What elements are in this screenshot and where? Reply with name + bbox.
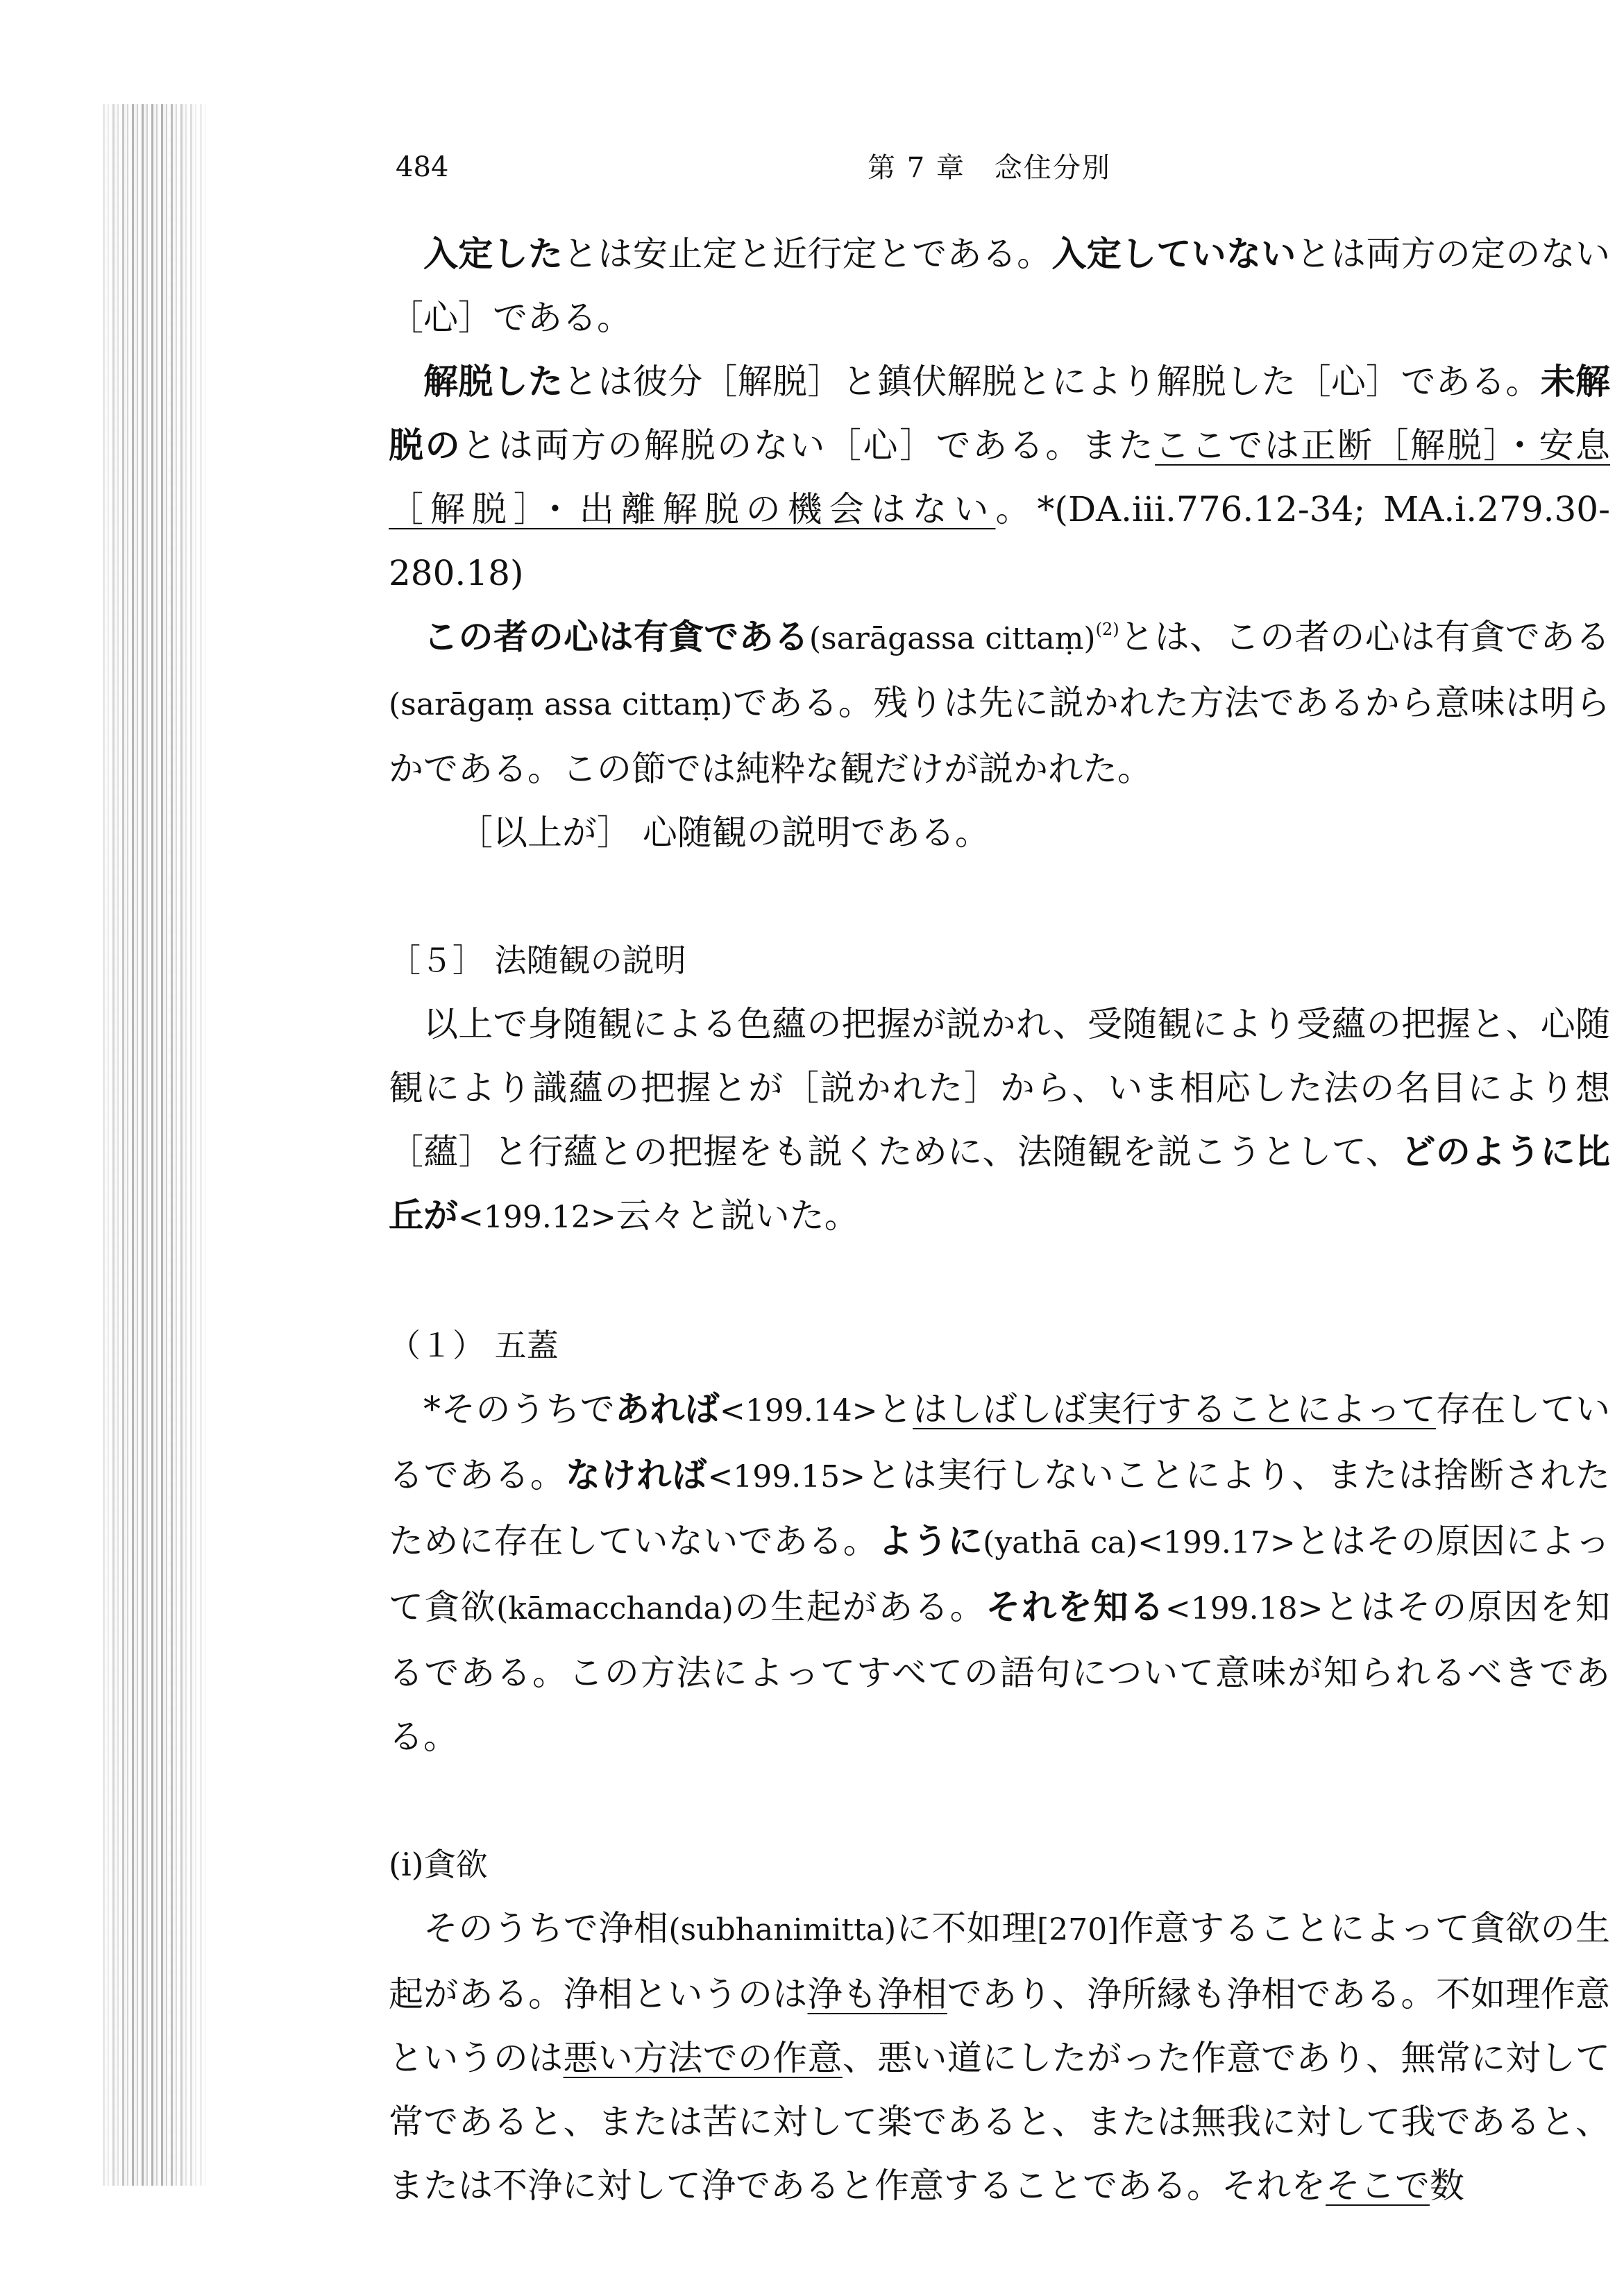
term: この者の心は有貪である — [423, 617, 809, 657]
page-number: 484 — [396, 151, 449, 183]
text: 存在しているである。 — [389, 1389, 1611, 1495]
text: と — [877, 1389, 913, 1429]
term: 入定した — [423, 234, 564, 274]
pali-term: (yathā ca) — [983, 1525, 1138, 1561]
underlined-text: そこで — [1326, 2166, 1430, 2206]
paragraph-nivarana — [389, 1377, 1610, 1769]
text: *そのうちで — [423, 1389, 616, 1429]
pali-term: (sarāgassa cittaṃ) — [809, 621, 1096, 656]
term: それを知る — [986, 1587, 1165, 1627]
text: とは安止定と近行定とである。 — [563, 234, 1052, 274]
text: とは実行しないことにより、または捨断されたために存在していないである。 — [389, 1455, 1611, 1561]
text: とはその原因を知るである。この方法によってすべての語句について意味が知られるべきである。 — [389, 1587, 1611, 1757]
underlined-text: 悪い方法での作意 — [563, 2038, 843, 2078]
page-body — [389, 222, 1610, 2218]
scan-binding-shadow — [103, 104, 207, 2186]
text: とは両方の解脱のない［心］である。また — [462, 425, 1156, 466]
reference: <199.18> — [1165, 1591, 1323, 1626]
term: なければ — [565, 1455, 708, 1495]
citation: 。*(DA.iii.776.12-34; MA.i.279.30-280.18) — [389, 489, 1610, 593]
pali-term: (sarāgaṃ assa cittaṃ) — [389, 687, 733, 722]
text: である。残りは先に説かれた方法であるから意味は明らかである。この節では純粋な観だけが説かれた。 — [389, 683, 1610, 789]
text: とはその原因によって貪欲 — [389, 1521, 1611, 1627]
text: 作意することによって貪欲の生起がある。浄相というのは — [389, 1908, 1611, 2014]
term: あれば — [615, 1389, 720, 1429]
underlined-text: 浄相 — [877, 1974, 947, 2014]
text: そのうちで浄相 — [423, 1908, 669, 1948]
text: とは両方の定のない［心］である。 — [389, 234, 1611, 338]
text: とは彼分［解脱］と鎮伏解脱とにより解脱した［心］である。 — [563, 362, 1541, 402]
reference: [270] — [1036, 1912, 1119, 1948]
term: 入定していない — [1051, 234, 1296, 274]
reference: <199.15> — [707, 1459, 866, 1495]
reference: <199.17> — [1137, 1525, 1296, 1561]
term: 未解脱の — [389, 362, 1611, 466]
page-header — [0, 146, 1624, 187]
pali-term: (subhanimitta) — [668, 1912, 897, 1948]
section-heading-dhamma: ［５］ 法随観の説明 — [389, 942, 686, 979]
text: とは、この者の心は有貪である — [1119, 617, 1611, 657]
text: 以上で身随観による色蘊の把握が説かれ、受随観により受蘊の把握と、心随観により識蘊の把握とが［説かれた］から、いま相応した法の名目により想［蘊］と行蘊との把握をも説くために、法随観を説こうとして、 — [389, 1004, 1610, 1172]
text: 数 — [1430, 2166, 1464, 2206]
paragraph-samadhi — [389, 222, 1610, 350]
paragraph-vimutti — [389, 350, 1610, 605]
term: どのように比丘が — [389, 1132, 1611, 1236]
term: ように — [878, 1521, 983, 1561]
pali-term: (kāmacchanda) — [496, 1591, 734, 1626]
underlined-text: はしばしば実行することによって — [913, 1389, 1436, 1429]
paragraph-summary: ［以上が］ 心随観の説明である。 — [458, 813, 990, 853]
underlined-text: ここでは正断［解脱］・安息［解脱］・出離解脱の機会はない — [389, 425, 1611, 529]
paragraph-kamacchanda — [389, 1896, 1610, 2218]
underlined-text: 浄も — [807, 1974, 878, 2014]
text: であり、浄所縁も浄相である。不如理作意というのは — [389, 1974, 1611, 2078]
reference: <199.12> — [458, 1200, 616, 1235]
footnote-marker: (2) — [1095, 620, 1119, 639]
section-heading-nivarana: （１） 五蓋 — [389, 1327, 559, 1364]
paragraph-saraga — [389, 605, 1610, 801]
text: に不如理 — [896, 1908, 1037, 1948]
text: 、悪い道にしたがった作意であり、無常に対して常であると、または苦に対して楽であると、または無我に対して我であると、または不浄に対して浄であると作意することである。それを — [389, 2038, 1611, 2206]
paragraph-dhamma-intro — [389, 992, 1610, 1250]
section-heading-kamacchanda: (i)貪欲 — [389, 1846, 488, 1883]
text: 云々と説いた。 — [616, 1196, 859, 1236]
text: の生起がある。 — [733, 1587, 986, 1627]
reference: <199.14> — [719, 1393, 878, 1429]
term: 解脱した — [423, 362, 564, 402]
running-head: 第 7 章 念住分別 — [868, 152, 1111, 184]
